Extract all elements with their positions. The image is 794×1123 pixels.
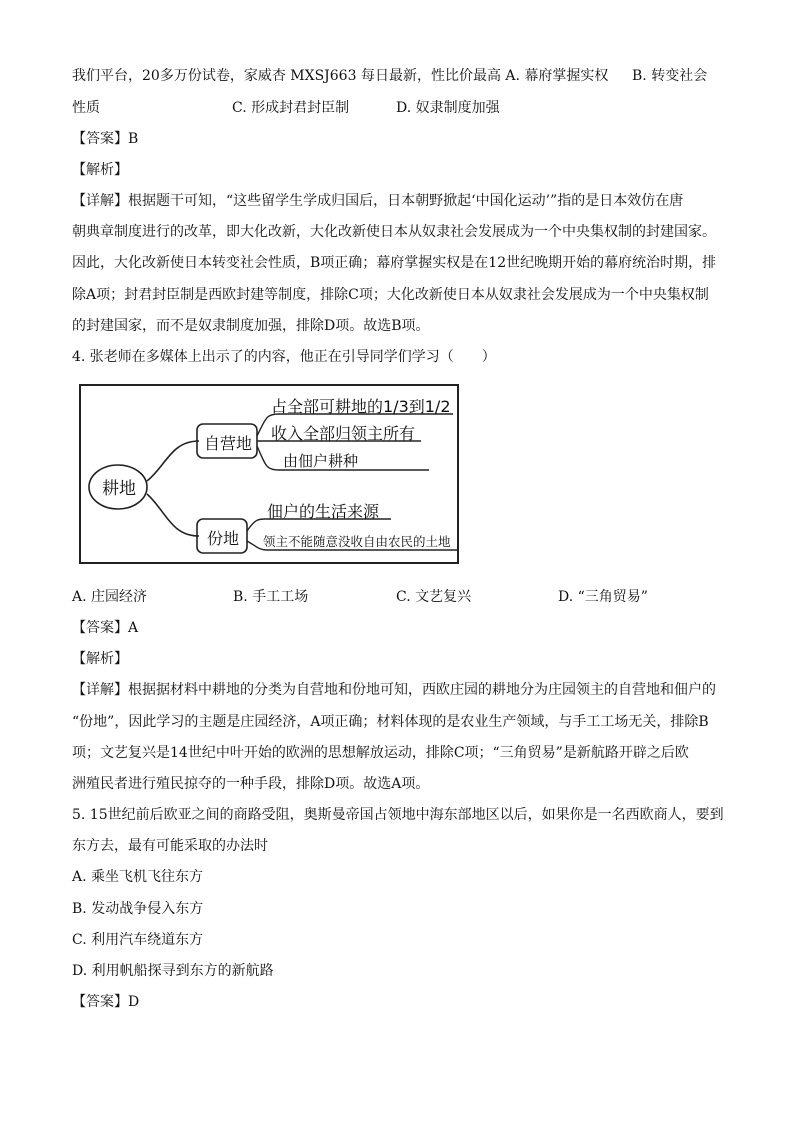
branch1-item-1: 占全部可耕地的1/3到1/2 xyxy=(271,397,451,416)
branch2-item-1: 佃户的生活来源 xyxy=(267,502,380,521)
q5-question-line-2: 东方去，最有可能采取的办法时 xyxy=(72,838,268,854)
q3-option-b: B. 转变社会 xyxy=(632,68,708,84)
connector-root-branch2 xyxy=(147,494,199,536)
q4-detail-line-1: 【详解】根据据材料中耕地的分类为自营地和份地可知，西欧庄园的耕地分为庄园领主的自营地和佃户的 xyxy=(72,682,716,698)
q3-detail-line-3: 因此，大化改新使日本转变社会性质，B项正确；幕府掌握实权是在12世纪晚期开始的幕府统治时期，排 xyxy=(72,255,717,271)
q5-option-d: D. 利用帆船探寻到东方的新航路 xyxy=(72,963,274,979)
branch1-item-2: 收入全部归领主所有 xyxy=(271,424,416,443)
q4-option-d: D. “三角贸易” xyxy=(558,589,648,605)
q4-option-b: B. 手工工场 xyxy=(233,589,309,605)
q4-analysis-label: 【解析】 xyxy=(72,651,128,667)
q5-option-a: A. 乘坐飞机飞往东方 xyxy=(72,869,204,885)
q4-answer: 【答案】A xyxy=(72,620,139,636)
q5-option-c: C. 利用汽车绕道东方 xyxy=(72,932,204,948)
q3-detail-line-2: 朝典章制度进行的改革，即大化改新，大化改新使日本从奴隶社会发展成为一个中央集权制的封建国家。 xyxy=(72,224,716,240)
q3-option-a-line: 我们平台，20多万份试卷，家威杏 MXSJ663 每日最新，性比价最高 A. 幕府掌握实权 xyxy=(72,68,609,84)
q5-option-b: B. 发动战争侵入东方 xyxy=(72,901,204,917)
q3-answer: 【答案】B xyxy=(72,131,139,147)
q3-detail-line-4: 除A项；封君封臣制是西欧封建等制度，排除C项；大化改新使日本从奴隶社会发展成为一个中央集权制 xyxy=(72,287,709,303)
q3-option-d: D. 奴隶制度加强 xyxy=(396,100,500,116)
q4-question: 4. 张老师在多媒体上出示了的内容，他正在引导同学们学习（ ） xyxy=(72,349,496,365)
q3-detail-line-1: 【详解】根据题干可知，“这些留学生学成归国后，日本朝野掀起‘中国化运动’”指的是日本效仿在唐 xyxy=(72,193,684,209)
q3-options-line1 xyxy=(72,66,608,86)
farmland-concept-diagram xyxy=(79,384,459,564)
q4-detail-line-3: 项；文艺复兴是14世纪中叶开始的欧洲的思想解放运动，排除C项；“三角贸易”是新航路开辟之后欧 xyxy=(72,745,689,761)
q5-question-line-1: 5. 15世纪前后欧亚之间的商路受阻，奥斯曼帝国占领地中海东部地区以后，如果你是一名西欧商人，要到 xyxy=(72,807,724,823)
connector-root-branch1 xyxy=(147,441,199,481)
branch1-label: 自营地 xyxy=(203,434,252,453)
q3-option-c: C. 形成封君封臣制 xyxy=(232,100,350,116)
q3-detail-line-5: 的封建国家，而不是奴隶制度加强，排除D项。故选B项。 xyxy=(72,318,430,334)
q4-detail-line-2: “份地”，因此学习的主题是庄园经济，A项正确；材料体现的是农业生产领域，与手工工场无关，排除B xyxy=(72,714,709,730)
q4-option-a: A. 庄园经济 xyxy=(72,589,148,605)
q3-analysis-label: 【解析】 xyxy=(72,162,128,178)
branch2-label: 份地 xyxy=(206,529,239,548)
q3-option-b-cont: 性质 xyxy=(72,100,100,116)
root-node-label: 耕地 xyxy=(102,479,136,499)
q4-detail-line-4: 洲殖民者进行殖民掠夺的一种手段，排除D项。故选A项。 xyxy=(72,776,430,792)
q5-answer: 【答案】D xyxy=(72,994,140,1010)
branch1-item-3: 由佃户耕种 xyxy=(283,452,359,470)
branch2-item-2: 领主不能随意没收自由农民的土地 xyxy=(263,534,451,549)
q4-option-c: C. 文艺复兴 xyxy=(396,589,472,605)
